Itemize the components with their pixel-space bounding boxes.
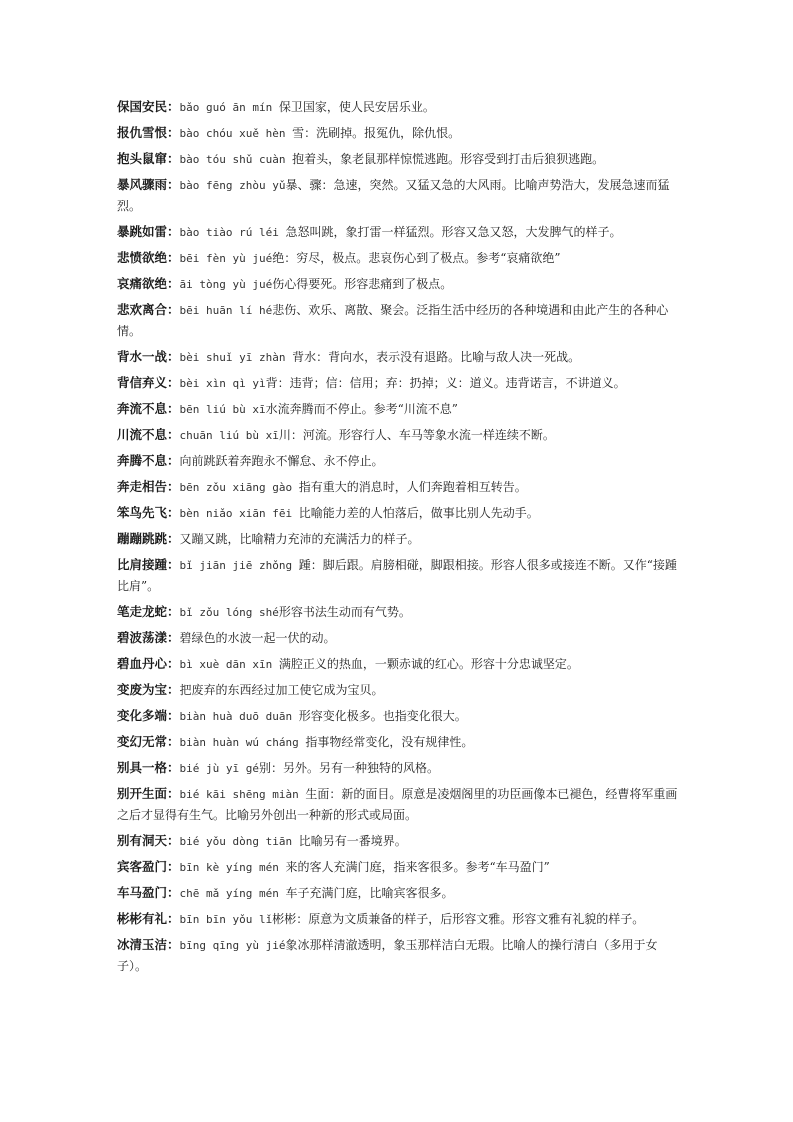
entry-term: 抱头鼠窜： bbox=[117, 151, 180, 166]
entry-9 bbox=[117, 372, 679, 394]
entry-15 bbox=[117, 528, 679, 550]
entry-pinyin: bié yǒu dòng tiān bbox=[179, 835, 299, 848]
entry-pinyin: bèn niǎo xiān fēi bbox=[179, 507, 299, 520]
entry-term: 笨鸟先飞： bbox=[117, 505, 180, 520]
entry-definition: 川：河流。形容行人、车马等象水流一样连续不断。 bbox=[278, 428, 555, 442]
entry-definition: 指事物经常变化，没有规律性。 bbox=[305, 735, 474, 749]
entry-pinyin: chē mǎ yíng mén bbox=[179, 887, 286, 900]
entry-term: 彬彬有礼： bbox=[117, 911, 180, 926]
entry-2 bbox=[117, 148, 679, 170]
entry-pinyin: bào tiào rú léi bbox=[179, 226, 286, 239]
entry-term: 别开生面： bbox=[117, 786, 180, 801]
entry-definition: 彬彬：原意为文质兼备的样子，后形容文雅。形容文雅有礼貌的样子。 bbox=[272, 912, 645, 926]
entry-definition: 向前跳跃着奔跑永不懈怠、永不停止。 bbox=[179, 454, 384, 468]
entry-term: 川流不息： bbox=[117, 427, 180, 442]
entry-pinyin: bǐ zǒu lóng shé bbox=[179, 606, 279, 619]
entry-definition: 比喻能力差的人怕落后，做事比别人先动手。 bbox=[298, 506, 539, 520]
entry-4 bbox=[117, 221, 679, 243]
entry-29 bbox=[117, 934, 679, 977]
entry-pinyin: bēi fèn yù jué bbox=[179, 252, 273, 265]
entry-term: 冰清玉洁： bbox=[117, 937, 180, 952]
entry-definition: 背：违背；信：信用；弃：扔掉；义：道义。违背诺言，不讲道义。 bbox=[265, 376, 626, 390]
entry-term: 蹦蹦跳跳： bbox=[117, 531, 180, 546]
entry-term: 暴风骤雨： bbox=[117, 177, 180, 192]
entry-1 bbox=[117, 122, 679, 144]
entry-pinyin: bīng qīng yù jié bbox=[179, 939, 286, 952]
entry-term: 变化多端： bbox=[117, 708, 180, 723]
entry-pinyin: bié kāi shēng miàn bbox=[179, 788, 306, 801]
entry-definition: 把废弃的东西经过加工使它成为宝贝。 bbox=[179, 683, 384, 697]
entry-20 bbox=[117, 679, 679, 701]
entry-term: 车马盈门： bbox=[117, 885, 180, 900]
entry-22 bbox=[117, 731, 679, 753]
entry-pinyin: bào chóu xuě hèn bbox=[179, 127, 293, 140]
entry-pinyin: bié jù yī gé bbox=[179, 762, 259, 775]
entry-10 bbox=[117, 398, 679, 420]
entry-definition: 悲伤、欢乐、离散、聚会。泛指生活中经历的各种境遇和由此产生的各种心情。 bbox=[117, 303, 669, 338]
entry-term: 别具一格： bbox=[117, 760, 180, 775]
entry-definition: 碧绿色的水波一起一伏的动。 bbox=[179, 631, 336, 645]
entry-21 bbox=[117, 705, 679, 727]
entry-pinyin: bēn liú bù xī bbox=[179, 403, 266, 416]
entry-pinyin: bì xuè dān xīn bbox=[179, 658, 279, 671]
entry-definition: 雪：洗刷掉。报冤仇，除仇恨。 bbox=[292, 126, 461, 140]
entry-17 bbox=[117, 601, 679, 623]
entry-24 bbox=[117, 783, 679, 826]
entry-term: 奔腾不息： bbox=[117, 453, 180, 468]
entry-definition: 形容书法生动而有气势。 bbox=[278, 605, 411, 619]
entry-definition: 绝：穷尽，极点。悲哀伤心到了极点。参考“哀痛欲绝” bbox=[272, 251, 561, 265]
entry-definition: 暴、骤：急速，突然。又猛又急的大风雨。比喻声势浩大，发展急速而猛烈。 bbox=[117, 178, 670, 213]
document-page bbox=[117, 96, 679, 981]
entry-28 bbox=[117, 908, 679, 930]
entry-23 bbox=[117, 757, 679, 779]
entry-definition: 又蹦又跳，比喻精力充沛的充满活力的样子。 bbox=[179, 532, 420, 546]
entry-pinyin: bīn bīn yǒu lǐ bbox=[179, 913, 273, 926]
entry-pinyin: bēi huān lí hé bbox=[179, 304, 273, 317]
entry-term: 比肩接踵： bbox=[117, 557, 180, 572]
entry-term: 暴跳如雷： bbox=[117, 224, 180, 239]
entry-pinyin: bèi xìn qì yì bbox=[179, 377, 266, 390]
entry-term: 悲愤欲绝： bbox=[117, 250, 180, 265]
entry-term: 别有洞天： bbox=[117, 833, 180, 848]
entry-pinyin: bēn zǒu xiāng gào bbox=[179, 481, 299, 494]
entry-term: 奔流不息： bbox=[117, 401, 180, 416]
entry-term: 奔走相告： bbox=[117, 479, 180, 494]
entry-term: 背信弃义： bbox=[117, 375, 180, 390]
entry-definition: 生面：新的面目。原意是凌烟阁里的功臣画像本已褪色，经曹将军重画之后才显得有生气。比喻另外创出一种新的形式或局面。 bbox=[117, 787, 678, 822]
entry-definition: 踵：脚后跟。肩膀相碰，脚跟相接。形容人很多或接连不断。又作“接踵比肩”。 bbox=[117, 558, 677, 593]
entry-term: 碧波荡漾： bbox=[117, 630, 180, 645]
entry-definition: 别：另外。另有一种独特的风格。 bbox=[259, 761, 440, 775]
entry-definition: 象冰那样清澈透明，象玉那样洁白无瑕。比喻人的操行清白（多用于女子）。 bbox=[117, 938, 658, 973]
entry-definition: 车子充满门庭，比喻宾客很多。 bbox=[285, 886, 454, 900]
entry-12 bbox=[117, 450, 679, 472]
entry-pinyin: biàn huà duō duān bbox=[179, 710, 299, 723]
entry-27 bbox=[117, 882, 679, 904]
entry-definition: 抱着头，象老鼠那样惊慌逃跑。形容受到打击后狼狈逃跑。 bbox=[292, 152, 605, 166]
entry-term: 变幻无常： bbox=[117, 734, 180, 749]
entry-definition: 水流奔腾而不停止。参考“川流不息” bbox=[265, 402, 458, 416]
entry-term: 碧血丹心： bbox=[117, 656, 180, 671]
entry-definition: 伤心得要死。形容悲痛到了极点。 bbox=[272, 277, 453, 291]
entry-16 bbox=[117, 554, 679, 597]
entry-pinyin: bào fēng zhòu yǔ bbox=[179, 179, 286, 192]
entry-6 bbox=[117, 273, 679, 295]
entry-pinyin: bǎo guó ān mín bbox=[179, 101, 279, 114]
entry-term: 哀痛欲绝： bbox=[117, 276, 180, 291]
entry-definition: 比喻另有一番境界。 bbox=[298, 834, 407, 848]
entry-26 bbox=[117, 856, 679, 878]
entry-25 bbox=[117, 830, 679, 852]
entry-definition: 背水：背向水，表示没有退路。比喻与敌人决一死战。 bbox=[292, 350, 581, 364]
entry-pinyin: bào tóu shǔ cuàn bbox=[179, 153, 293, 166]
entry-pinyin: bǐ jiān jiē zhǒng bbox=[179, 559, 299, 572]
entry-14 bbox=[117, 502, 679, 524]
entry-definition: 来的客人充满门庭，指来客很多。参考“车马盈门” bbox=[285, 860, 550, 874]
entry-13 bbox=[117, 476, 679, 498]
entry-11 bbox=[117, 424, 679, 446]
entry-7 bbox=[117, 299, 679, 342]
entry-19 bbox=[117, 653, 679, 675]
entry-term: 悲欢离合： bbox=[117, 302, 180, 317]
entry-definition: 急怒叫跳，象打雷一样猛烈。形容又急又怒，大发脾气的样子。 bbox=[285, 225, 622, 239]
entry-3 bbox=[117, 174, 679, 217]
entry-term: 报仇雪恨： bbox=[117, 125, 180, 140]
entry-pinyin: āi tòng yù jué bbox=[179, 278, 273, 291]
entry-definition: 满腔正义的热血，一颗赤诚的红心。形容十分忠诚坚定。 bbox=[278, 657, 579, 671]
entry-definition: 保卫国家，使人民安居乐业。 bbox=[278, 100, 435, 114]
entry-term: 笔走龙蛇： bbox=[117, 604, 180, 619]
entry-8 bbox=[117, 346, 679, 368]
entry-term: 变废为宝： bbox=[117, 682, 180, 697]
entry-term: 宾客盈门： bbox=[117, 859, 180, 874]
entry-pinyin: bīn kè yíng mén bbox=[179, 861, 286, 874]
entry-term: 保国安民： bbox=[117, 99, 180, 114]
entry-18 bbox=[117, 627, 679, 649]
entry-pinyin: chuān liú bù xī bbox=[179, 429, 279, 442]
entry-definition: 形容变化极多。也指变化很大。 bbox=[298, 709, 467, 723]
entry-pinyin: biàn huàn wú cháng bbox=[179, 736, 306, 749]
entry-term: 背水一战： bbox=[117, 349, 180, 364]
entry-definition: 指有重大的消息时，人们奔跑着相互转告。 bbox=[298, 480, 527, 494]
entry-0 bbox=[117, 96, 679, 118]
entry-pinyin: bèi shuǐ yī zhàn bbox=[179, 351, 293, 364]
entry-5 bbox=[117, 247, 679, 269]
